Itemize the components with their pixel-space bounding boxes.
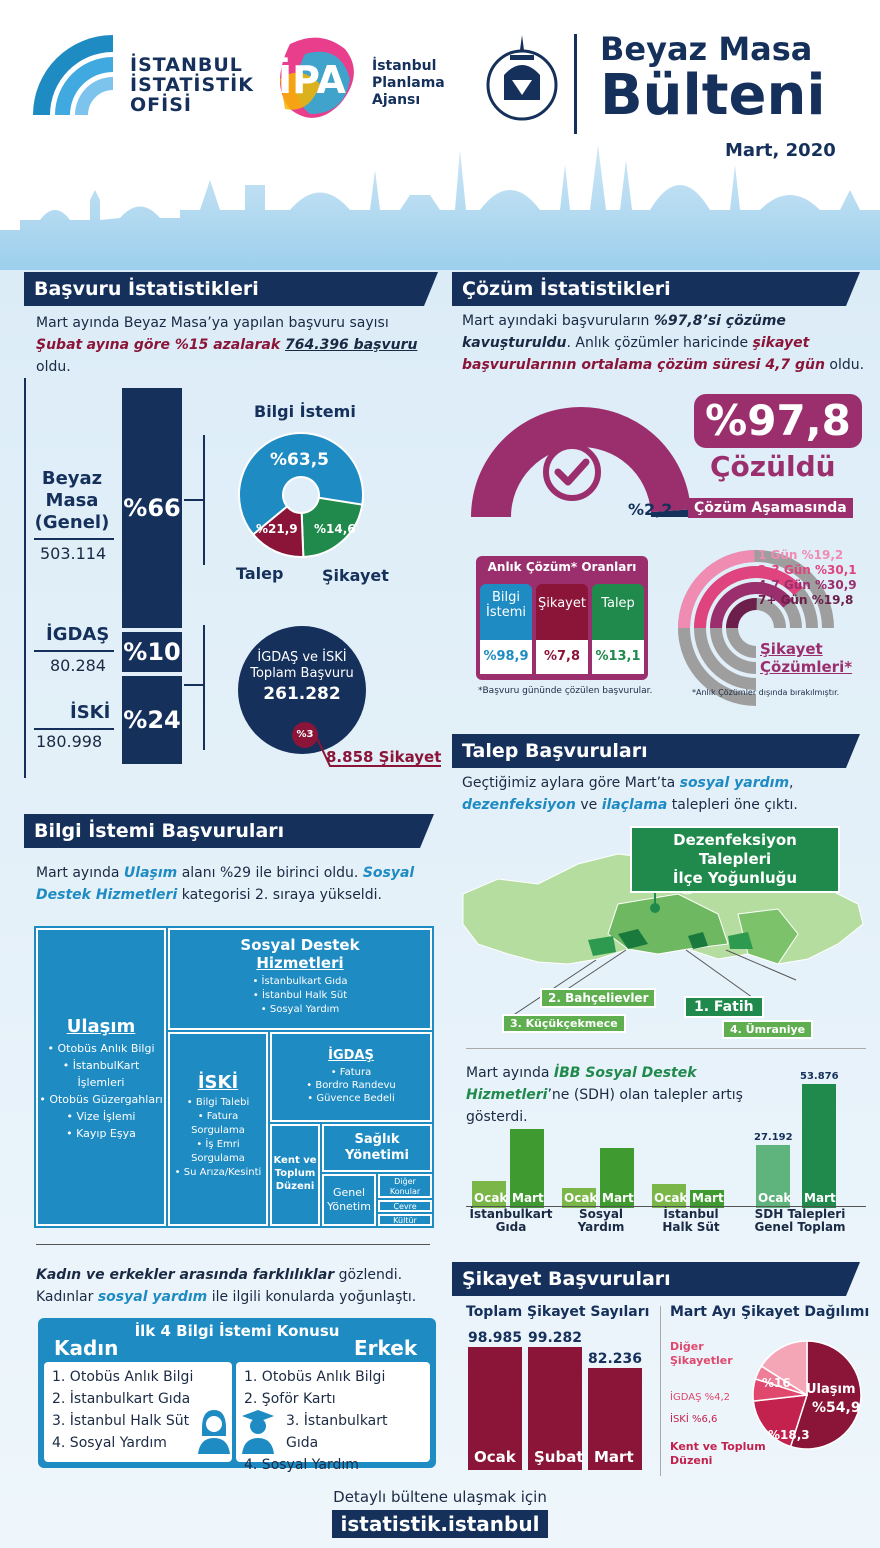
district-2: 2. Bahçelievler [540,988,656,1008]
group-2-name: Sosyal Yardım [577,1207,625,1234]
district-1: 1. Fatih [684,996,764,1018]
man-icon [240,1408,276,1454]
iski-value: 180.998 [36,732,103,751]
igdas-iski-pct: %3 [292,722,318,748]
talep-label: Talep [236,564,284,583]
rings-title-1: Şikayet [760,640,823,658]
tm-kent: Kent ve Toplum Düzeni [270,1124,320,1226]
anlik-col-sikayet: Şikayet [536,584,588,640]
district-4: 4. Ümraniye [722,1020,813,1039]
iso-logo-line3: OFİSİ [130,94,192,116]
bilgi-text: Mart ayında Ulaşım alanı %29 ile birinci oldu. Sosyal Destek Hizmetleri kategorisi 2. sıraya yükseldi. [36,865,415,903]
ipa-name-line1: İstanbul [372,58,437,74]
tm-iski: İSKİ • Bilgi Talebi • Fatura Sorgulama • İş Emri Sorgulama • Su Arıza/Kesinti [168,1032,268,1226]
sikayet-left-title: Toplam Şikayet Sayıları [466,1304,650,1320]
check-icon [540,440,604,504]
sdh-bar-chart [466,1064,866,1208]
basvuru-heading: Başvuru İstatistikleri [24,272,424,306]
kadin-list: 1. Otobüs Anlık Bilgi 2. İstanbulkart Gıda 3. İstanbul Halk Süt 4. Sosyal Yardım [44,1362,232,1462]
sdh-bar-1-ocak-label: Ocak [474,1191,508,1205]
sdh-total-ocak-label: Ocak [758,1191,792,1205]
gauge-big-label: Çözüldü [710,450,836,483]
ibb-logo-icon [482,30,562,125]
bracket-lines [184,430,214,760]
ipa-logo-text: İPA [278,58,346,102]
tm-diger: Diğer Konular [378,1174,432,1198]
group-3-name: İstanbul Halk Süt [662,1207,720,1234]
iso-logo-line1: İSTANBUL [130,54,243,76]
rings-note: *Anlık Çözümler dışında bırakılmıştır. [692,688,840,697]
sikayet-bar-month-3: Mart [594,1448,634,1466]
pie-igdas-label: İGDAŞ %4,2 [670,1392,730,1403]
pie-kent-pct: %18,3 [768,1428,810,1442]
gender-box-title: İlk 4 Bilgi İstemi Konusu [134,1322,340,1340]
group-1-name: İstanbulkart Gıda [469,1207,553,1234]
gauge-small-value: %2,2 [628,500,673,519]
igdas-label: İGDAŞ [46,624,110,645]
tm-sdh: Sosyal Destek Hizmetleri • İstanbulkart Gıda • İstanbul Halk Süt • Sosyal Yardım [168,928,432,1030]
rings-title-2: Çözümleri* [760,658,853,676]
sikayet-bar-month-1: Ocak [474,1448,516,1466]
sdh-bar-3-mart-label: Mart [692,1191,724,1205]
erkek-list: 1. Otobüs Anlık Bilgi 2. Şoför Kartı 3. İstanbulkart Gıda 4. Sosyal Yardım [236,1362,430,1462]
ipa-name-line3: Ajansı [372,92,421,108]
bilgi-heading: Bilgi İstemi Başvuruları [24,814,420,848]
igdas-iski-title-2: Toplam Başvuru [250,666,354,681]
sdh-total-mart-value: 53.876 [800,1071,839,1082]
map-title [630,826,840,893]
footer-text: Detaylı bültene ulaşmak için [333,1488,547,1506]
sikayet-bar-value-1: 98.985 [468,1330,523,1347]
tm-genel: Genel Yönetim [322,1174,376,1226]
sdh-bar-2-mart-label: Mart [602,1191,634,1205]
pie-diger-label-2: Şikayetler [670,1354,733,1367]
sikayet-right-title: Mart Ayı Şikayet Dağılımı [670,1304,870,1320]
talep-pct: %21,9 [256,522,298,536]
sikayet-bar-chart [464,1330,654,1470]
sdh-bar-3-ocak-label: Ocak [654,1191,688,1205]
bilgi-istemi-label: Bilgi İstemi [254,402,356,421]
anlik-pct-sikayet: %7,8 [536,640,588,674]
tm-saglik: Sağlık Yönetimi [322,1124,432,1172]
igdas-iski-title-1: İGDAŞ ve İSKİ [257,650,347,665]
map-pointer-lines [496,940,826,1020]
sikayet-pct: %14,6 [314,522,356,536]
gauge-big-value: %97,8 [694,394,862,448]
ring-label-2: 2-3 Gün %30,1 [758,563,857,577]
pie-kent-label-2: Düzeni [670,1454,713,1467]
bar-iski: %24 [122,676,182,764]
map-title-1: Dezenfeksiyon Talepleri [673,831,797,868]
sikayet-heading: Şikayet Başvuruları [452,1262,846,1296]
anlik-col-talep: Talep [592,584,644,640]
sdh-total-mart-label: Mart [804,1191,836,1205]
bulletin-title-1: Beyaz Masa [600,30,813,68]
sdh-total-name: SDH Talepleri Genel Toplam [754,1207,846,1234]
ring-label-3: 4-7 Gün %30,9 [758,578,857,592]
cozum-heading: Çözüm İstatistikleri [452,272,846,306]
header [0,0,880,270]
anlik-cozum-title: Anlık Çözüm* Oranları [487,560,637,574]
tm-ulasim: Ulaşım • Otobüs Anlık Bilgi • İstanbulKart İşlemleri • Otobüs Güzergahları • Vize İşlemi • Kayıp Eşya [36,928,166,1226]
bulletin-date: Mart, 2020 [725,140,836,161]
sikayet-bar-month-2: Şubat [534,1448,584,1466]
sikayet-bar-value-3: 82.236 [588,1351,643,1368]
footer-url[interactable]: istatistik.istanbul [332,1510,548,1538]
talep-heading: Talep Başvuruları [452,734,846,768]
map-title-2: İlçe Yoğunluğu [672,869,798,887]
district-3: 3. Küçükçekmece [502,1014,626,1033]
bulletin-title-2: Bülteni [600,63,826,128]
gender-text: Kadın ve erkekler arasında farklılıklar gözlendi. Kadınlar sosyal yardım ile ilgili konularda yoğunlaştı. [36,1267,417,1305]
pie-ulasim-pct: %54,9 [812,1400,861,1416]
ring-label-4: 7+ Gün %19,8 [758,593,854,607]
iso-logo-line2: İSTATİSTİK [130,74,254,96]
anlik-col-bilgi: Bilgi İstemi [480,584,532,640]
pie-diger-pct: %16 [762,1376,791,1390]
tm-igdas: İGDAŞ • Fatura • Bordro Randevu • Güvence Bedeli [270,1032,432,1122]
sdh-total-ocak-value: 27.192 [754,1132,793,1144]
sikayet-label: Şikayet [322,566,389,585]
cozum-text: Mart ayındaki başvuruların %97,8’si çözüme kavuşturuldu. Anlık çözümler haricinde şikayet başvurularının ortalama çözüm süresi 4,7 gün oldu. [462,313,865,373]
igdas-iski-total: 261.282 [263,684,341,704]
pie-iski-label: İSKİ %6,6 [670,1414,718,1425]
basvuru-text: Mart ayında Beyaz Masa’ya yapılan başvuru sayısı Şubat ayına göre %15 azalarak 764.396 başvuru oldu. [36,315,418,375]
bar-igdas: %10 [122,632,182,672]
gauge-small-label: Çözüm Aşamasında [688,498,853,518]
igdas-value: 80.284 [50,656,106,675]
sdh-bar-1-mart-label: Mart [512,1191,544,1205]
iso-logo-icon [28,30,128,120]
sdh-text: Mart ayında İBB Sosyal Destek Hizmetleri’ne (SDH) olan talepler artış gösterdi. [466,1065,743,1125]
kadin-label: Kadın [54,1336,119,1360]
talep-text: Geçtiğimiz aylara göre Mart’ta sosyal yardım, dezenfeksiyon ve ilaçlama talepleri öne çıktı. [462,775,798,813]
woman-icon [196,1408,232,1454]
bilgi-istemi-pct: %63,5 [270,450,329,470]
ipa-name-line2: Planlama [372,75,445,91]
anlik-pct-talep: %13,1 [592,640,644,674]
anlik-note: *Başvuru gününde çözülen başvurular. [478,686,653,696]
tm-kultur: Kültür [378,1214,432,1226]
sikayet-bar-value-2: 99.282 [528,1329,583,1346]
anlik-pct-bilgi: %98,9 [480,640,532,674]
beyaz-masa-value: 503.114 [40,544,107,563]
sdh-total-mart [802,1084,836,1208]
iski-label: İSKİ [70,702,111,723]
city-skyline-icon [0,140,880,270]
bar-beyaz-masa: %66 [122,388,182,628]
ring-label-1: 1 Gün %19,2 [758,548,844,562]
pie-ulasim-name: Ulaşım [806,1382,856,1397]
erkek-label: Erkek [354,1336,418,1360]
pie-kent-label-1: Kent ve Toplum [670,1440,766,1453]
tm-cevre: Çevre [378,1200,432,1212]
beyaz-masa-label: Beyaz Masa (Genel) [34,468,110,533]
sdh-bar-2-ocak-label: Ocak [564,1191,598,1205]
pie-diger-label-1: Diğer [670,1340,704,1353]
igdas-iski-sikayet: 8.858 Şikayet [326,748,442,766]
